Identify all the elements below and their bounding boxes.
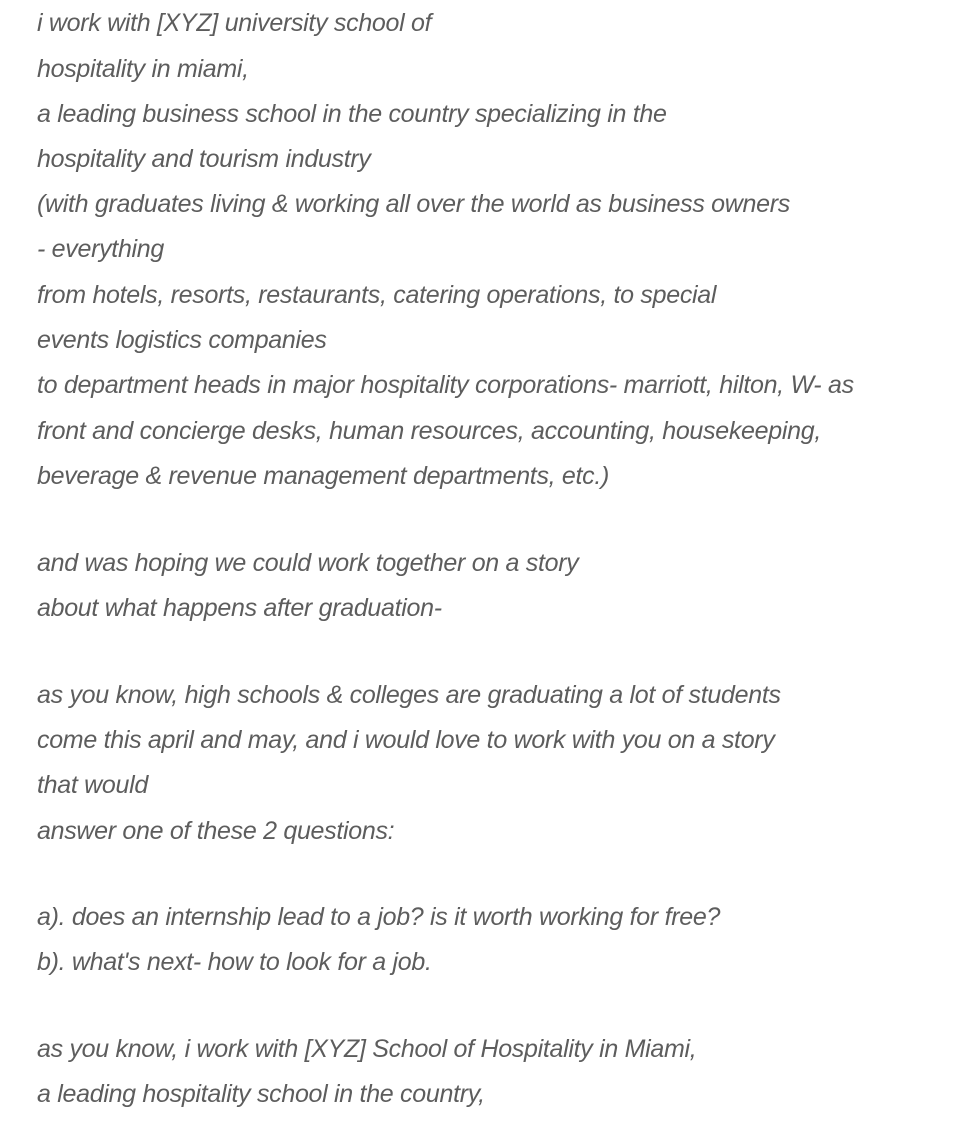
text-line: from hotels, resorts, restaurants, catering operations, to special: [37, 281, 717, 309]
text-line: and was hoping we could work together on a story: [37, 549, 579, 577]
text-line: beverage & revenue management departments, etc.): [37, 462, 610, 490]
text-line: as you know, high schools & colleges are graduating a lot of students: [37, 681, 781, 709]
text-line: as you know, i work with [XYZ] School of Hospitality in Miami,: [37, 1035, 697, 1063]
text-line: that would: [37, 771, 148, 799]
text-line: a leading business school in the country specializing in the: [37, 100, 667, 128]
text-line: hospitality and tourism industry: [37, 145, 371, 173]
text-line: to department heads in major hospitality corporations- marriott, hilton, W- as: [37, 371, 854, 399]
text-line: front and concierge desks, human resources, accounting, housekeeping,: [37, 417, 821, 445]
text-line: i work with [XYZ] university school of: [37, 9, 432, 37]
text-line: answer one of these 2 questions:: [37, 817, 395, 845]
list-item: a). does an internship lead to a job? is it worth working for free?: [37, 903, 721, 931]
list-item: b). what's next- how to look for a job.: [37, 948, 432, 976]
text-line: about what happens after graduation-: [37, 594, 442, 622]
text-line: come this april and may, and i would love to work with you on a story: [37, 726, 775, 754]
text-line: events logistics companies: [37, 326, 327, 354]
text-line: hospitality in miami,: [37, 55, 249, 83]
text-line: - everything: [37, 235, 165, 263]
text-line: a leading hospitality school in the country,: [37, 1080, 485, 1108]
text-line: (with graduates living & working all over the world as business owners: [37, 190, 790, 218]
